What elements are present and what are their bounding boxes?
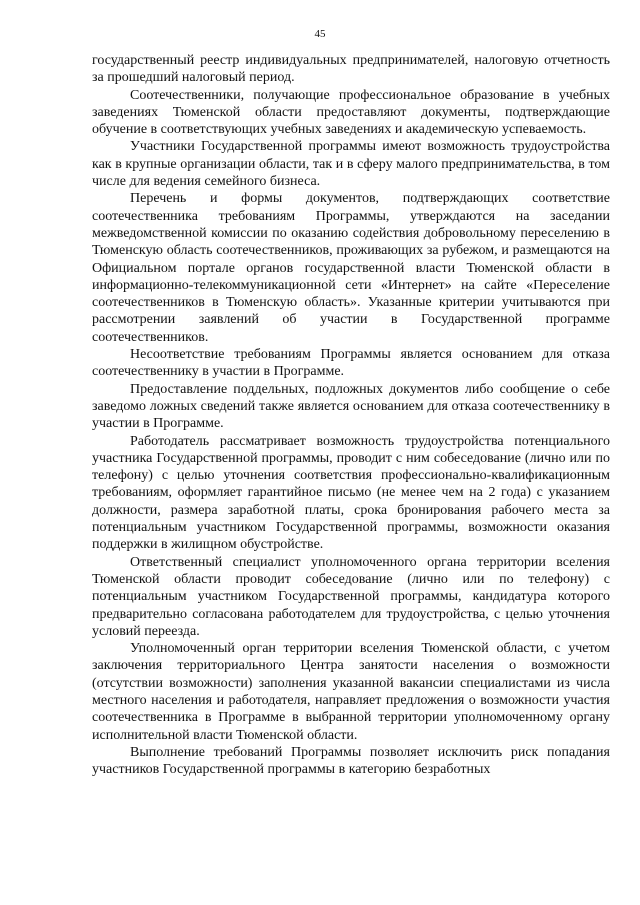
document-body (92, 52, 610, 778)
paragraph-5: Несоответствие требованиям Программы является основанием для отказа соотечественнику в участии в Программе. (92, 347, 610, 380)
paragraph-1: государственный реестр индивидуальных предпринимателей, налоговую отчетность за прошедший налоговый период. (92, 53, 610, 86)
paragraph-6: Предоставление поддельных, подложных документов либо сообщение о себе заведомо ложных сведений также является основанием для отказа соотечественнику в участии в Программе. (92, 381, 610, 432)
paragraph-7: Работодатель рассматривает возможность трудоустройства потенциального участника Государственной программы, проводит с ним собеседование (лично или по телефону) с целью уточнения соответствия профессионально-квалификационным требованиям, оформляет гарантийное письмо (не менее чем на 2 года) с указанием должности, размера заработной платы, срока бронирования рабочего места за потенциальным участником Государственной программы, возможности оказания поддержки в жилищном обустройстве. (92, 433, 610, 553)
paragraph-8: Ответственный специалист уполномоченного органа территории вселения Тюменской области проводит собеседование (лично или по телефону) с потенциальным участником Государственной программы, кандидатура которого предварительно согласована работодателем для трудоустройства, с целью уточнения условий переезда. (92, 554, 610, 639)
paragraph-9: Уполномоченный орган территории вселения Тюменской области, с учетом заключения территориального Центра занятости населения о возможности (отсутствии возможности) заполнения указанной вакансии специалистами из числа местного населения и работодателя, направляет предложения о возможности участия соотечественника в Программе в выбранной территории уполномоченному органу исполнительной власти Тюменской области. (92, 641, 610, 743)
paragraph-2: Соотечественники, получающие профессиональное образование в учебных заведениях Тюменской области предоставляют документы, подтверждающие обучение в соответствующих учебных заведениях и академическую успеваемость. (92, 87, 610, 138)
paragraph-3: Участники Государственной программы имеют возможность трудоустройства как в крупные организации области, так и в сферу малого предпринимательства, в том числе для ведения семейного бизнеса. (92, 139, 610, 190)
page-number: 45 (314, 28, 326, 40)
paragraph-4: Перечень и формы документов, подтверждающих соответствие соотечественника требованиям Программы, утверждаются на заседании межведомственной комиссии по оказанию содействия добровольному переселению в Тюменскую область соотечественников, проживающих за рубежом, и размещаются на Официальном портале органов государственной власти Тюменской области в информационно-телекоммуникационной сети «Интернет» на сайте «Переселение соотечественников в Тюменскую область». Указанные критерии учитываются при рассмотрении заявлений об участии в Государственной программе соотечественников. (92, 191, 610, 345)
paragraph-10: Выполнение требований Программы позволяет исключить риск попадания участников Государственной программы в категорию безработных (92, 744, 610, 778)
